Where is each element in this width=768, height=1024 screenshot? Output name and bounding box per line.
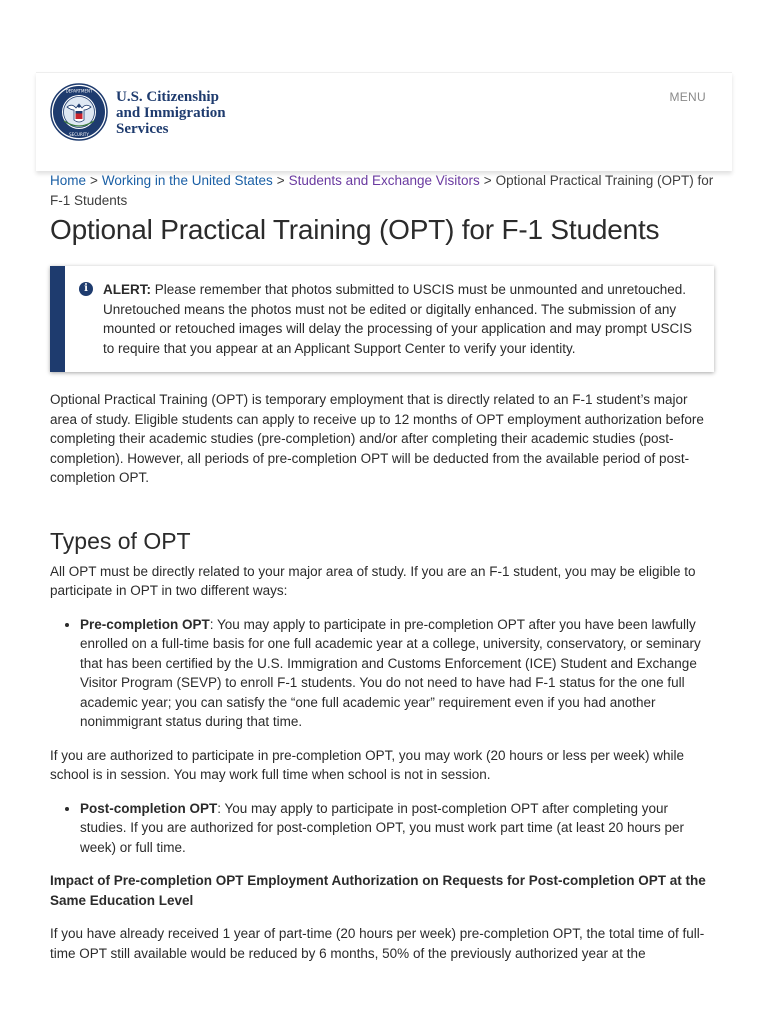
types-intro-paragraph: All OPT must be directly related to your major area of study. If you are an F-1 student, you may be eligible to participate in OPT in two different ways: (50, 563, 696, 598)
alert-text: Please remember that photos submitted to USCIS must be unmounted and unretouched. Unretouched means the photos must not be edited or digitally enhanced. The submission of any mounted or retouched images will delay the processing of your application and may prompt USCIS to require that you appear at an Applicant Support Center to verify your identity. (103, 282, 693, 356)
agency-name[interactable] (116, 89, 226, 137)
alert-box (50, 266, 714, 372)
breadcrumb-home-link[interactable]: Home (50, 173, 87, 188)
impact-heading: Impact of Pre-completion OPT Employment Authorization on Requests for Post-completion OPT at the Same Education Level (50, 873, 706, 908)
breadcrumb-separator: > (483, 173, 492, 188)
svg-text:SECURITY: SECURITY (69, 132, 89, 137)
menu-button[interactable]: MENU (669, 90, 706, 104)
list-item (80, 799, 716, 858)
breadcrumb-separator: > (276, 173, 285, 188)
breadcrumb (50, 171, 716, 210)
intro-paragraph: Optional Practical Training (OPT) is temporary employment that is directly related to an F-1 student’s major area of study. Eligible students can apply to receive up to 12 months of OPT employment authorization before completing their academic studies (pre-completion) and/or after completing their academic studies (post-completion). However, all periods of pre-completion OPT will be deducted from the available period of post-completion OPT. (50, 392, 704, 485)
post-completion-label: Post-completion OPT (80, 800, 218, 816)
pre-completion-label: Pre-completion OPT (80, 616, 210, 632)
svg-text:DEPARTMENT: DEPARTMENT (65, 88, 93, 94)
agency-name-line1: U.S. Citizenship (116, 89, 219, 105)
breadcrumb-separator: > (90, 173, 98, 188)
agency-name-line2: and Immigration (116, 105, 226, 121)
post-completion-text: : You may apply to participate in post-completion OPT after completing your studies. If you are authorized for post-completion OPT, you must work part time (at least 20 hours per week) or full time. (80, 800, 685, 855)
info-icon: i (79, 282, 93, 296)
page-title: Optional Practical Training (OPT) for F-1 Students (50, 214, 660, 245)
pre-completion-text: : You may apply to participate in pre-completion OPT after you have been lawfully enrolled on a full-time basis for one full academic year at a college, university, conservatory, or seminary that has been certified by the U.S. Immigration and Customs Enforcement (ICE) Student and Exchange Visitor Program (SEVP) to enroll F-1 students. You do not need to have had F-1 status for the one full academic year; you can satisfy the “one full academic year” requirement even if you had another nonimmigrant status during that time. (80, 616, 701, 729)
breadcrumb-current: Optional Practical Training (OPT) for F-1 Students (50, 173, 714, 208)
site-header (36, 72, 732, 171)
breadcrumb-working-link[interactable]: Working in the United States (101, 173, 273, 188)
post-completion-list (50, 799, 716, 858)
breadcrumb-students-link[interactable]: Students and Exchange Visitors (288, 173, 480, 188)
impact-paragraph: If you have already received 1 year of part-time (20 hours per week) pre-completion OPT, the total time of full-time OPT still available would be reduced by 6 months, 50% of the previously authorized year at the (50, 926, 705, 961)
main-content (50, 171, 716, 963)
pre-completion-work-paragraph: If you are authorized to participate in pre-completion OPT, you may work (20 hours or less per week) while school is in session. You may work full time when school is not in session. (50, 747, 685, 782)
alert-label: ALERT: (103, 282, 151, 297)
dhs-seal-icon[interactable] (50, 83, 108, 141)
list-item (80, 615, 716, 732)
pre-completion-list (50, 615, 716, 732)
agency-name-line3: Services (116, 121, 169, 137)
types-of-opt-heading: Types of OPT (50, 527, 191, 554)
